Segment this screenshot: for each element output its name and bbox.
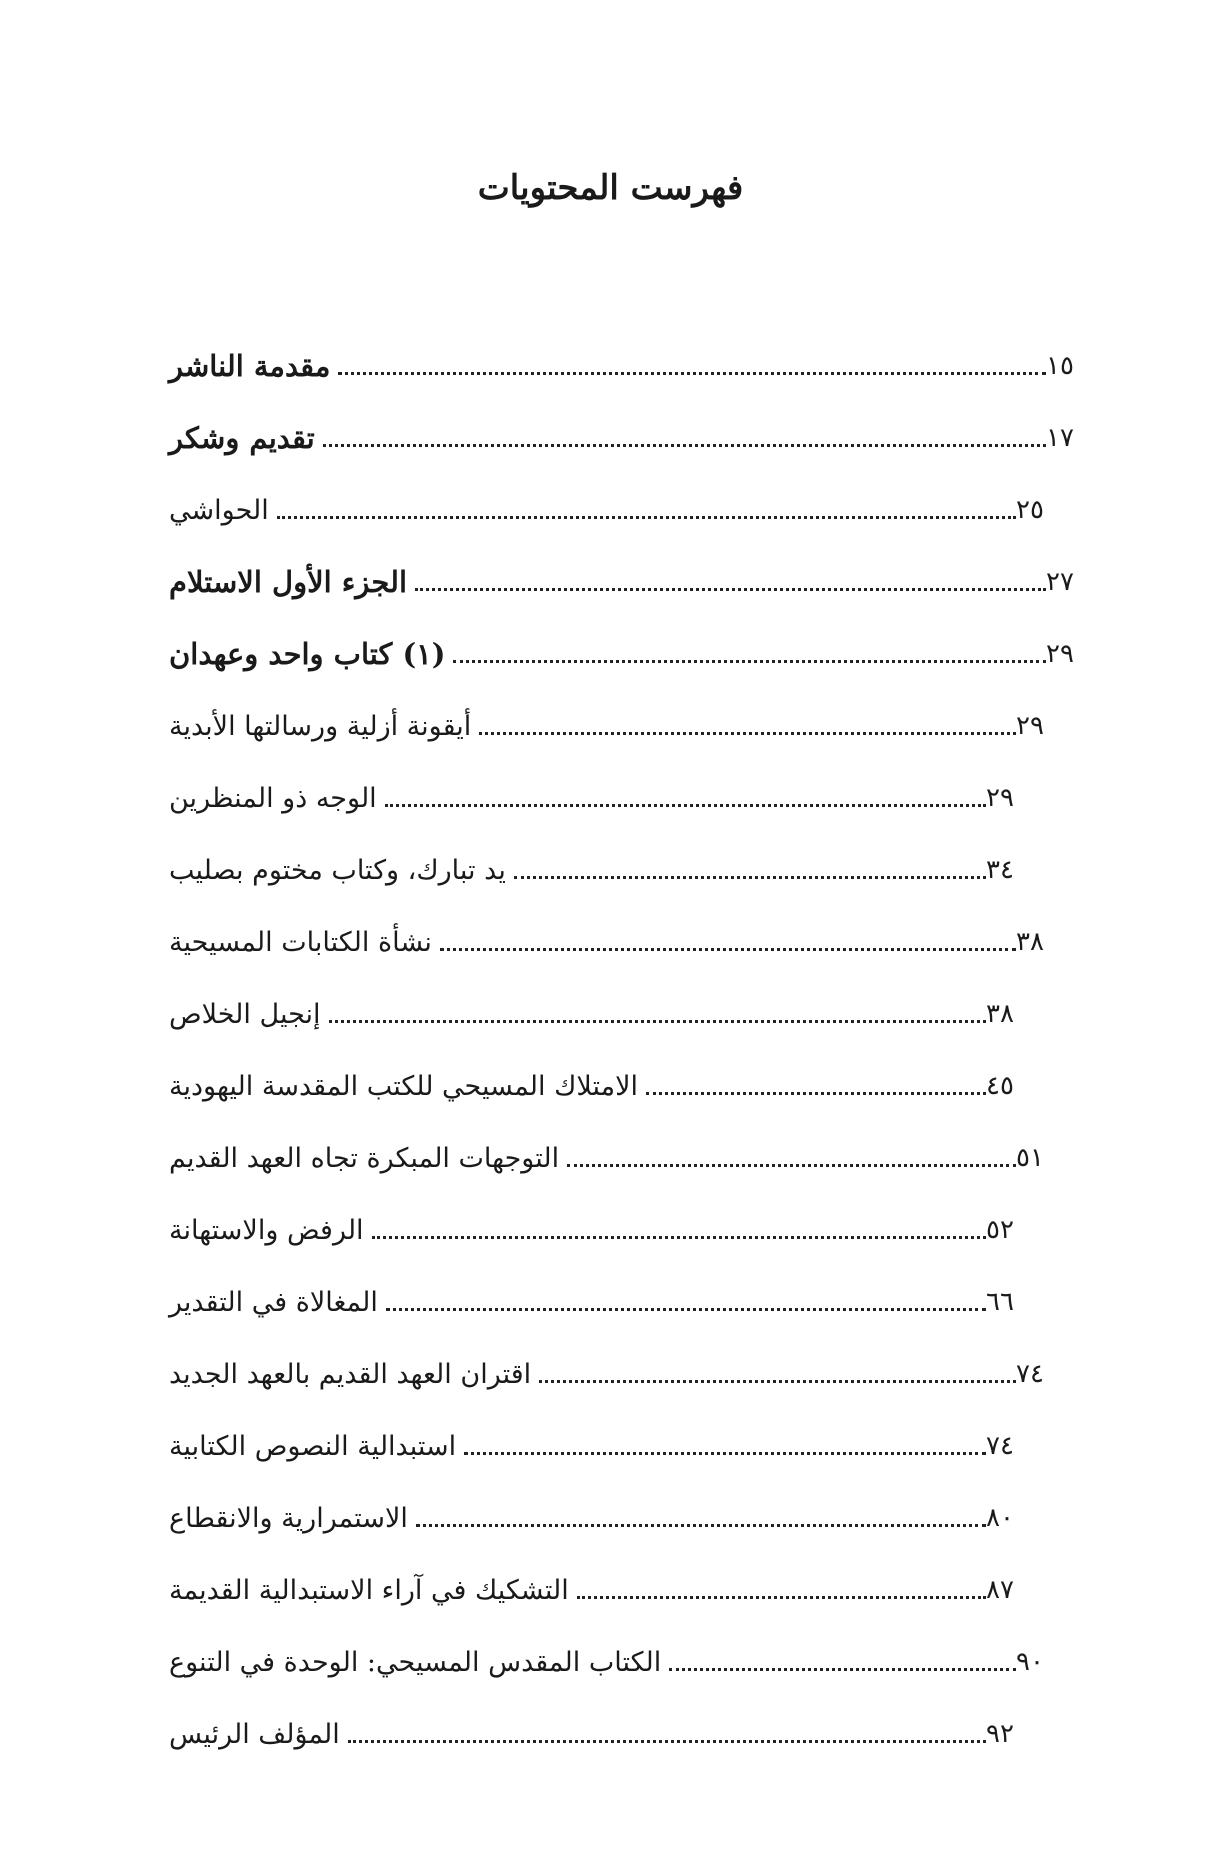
toc-page-number: ٢٥: [1016, 495, 1044, 525]
toc-page-number: ٩٠: [1016, 1647, 1044, 1677]
toc-page-number: ١٥: [1046, 351, 1074, 381]
toc-entry: [155, 1554, 1080, 1626]
dot-leader: [453, 660, 1046, 663]
dot-leader: [277, 516, 1016, 519]
dot-leader: [646, 1092, 986, 1095]
page-title: فهرست المحتويات: [477, 168, 744, 208]
toc-entry: [155, 1482, 1080, 1554]
toc-entry-title: الامتلاك المسيحي للكتب المقدسة اليهودية: [169, 1070, 638, 1102]
toc-entry: [155, 762, 1080, 834]
toc-page-number: ٥١: [1016, 1143, 1044, 1173]
toc-page-number: ٦٦: [986, 1287, 1014, 1317]
dot-leader: [514, 876, 986, 879]
toc-page-number: ٣٨: [986, 999, 1014, 1029]
toc-page-number: ٢٧: [1046, 567, 1074, 597]
toc-page-number: ٢٩: [1016, 711, 1044, 741]
toc-entry-title: الوجه ذو المنظرين: [169, 782, 377, 814]
toc-page-number: ٤٥: [986, 1071, 1014, 1101]
toc-entry: [155, 402, 1080, 474]
toc-entry: [155, 546, 1080, 618]
toc-page-number: ٩٢: [986, 1719, 1014, 1749]
toc-entry: [155, 1050, 1080, 1122]
toc-entry-title: المغالاة في التقدير: [169, 1286, 378, 1318]
toc-entry-title: استبدالية النصوص الكتابية: [169, 1430, 457, 1462]
toc-page-number: ٢٩: [1046, 639, 1074, 669]
toc-entry-title: إنجيل الخلاص: [169, 998, 321, 1030]
dot-leader: [479, 732, 1016, 735]
toc-entry-title: أيقونة أزلية ورسالتها الأبدية: [169, 710, 472, 742]
toc-entry-title: المؤلف الرئيس: [169, 1718, 340, 1750]
toc-entry-title: الجزء الأول الاستلام: [169, 565, 408, 599]
toc-entry-title: التشكيك في آراء الاستبدالية القديمة: [169, 1574, 569, 1606]
toc-entry: [155, 330, 1080, 402]
dot-leader: [539, 1380, 1016, 1383]
dot-leader: [567, 1164, 1016, 1167]
dot-leader: [416, 1524, 986, 1527]
toc-entry-title: التوجهات المبكرة تجاه العهد القديم: [169, 1142, 560, 1174]
dot-leader: [386, 1308, 986, 1311]
toc-entry-title: الحواشي: [169, 494, 269, 526]
dot-leader: [440, 948, 1016, 951]
toc-entry: [155, 1410, 1080, 1482]
toc-entry-title: الرفض والاستهانة: [169, 1214, 364, 1246]
toc-entry: [155, 1626, 1080, 1698]
dot-leader: [372, 1236, 986, 1239]
toc-page-number: ٧٤: [986, 1431, 1014, 1461]
toc-entry-title: تقديم وشكر: [169, 421, 315, 455]
toc-page-number: ٣٨: [1016, 927, 1044, 957]
toc-entry: [155, 1338, 1080, 1410]
toc-entry-title: الكتاب المقدس المسيحي: الوحدة في التنوع: [169, 1646, 662, 1678]
table-of-contents: [155, 330, 1080, 1770]
toc-entry-title: يد تبارك، وكتاب مختوم بصليب: [169, 854, 506, 886]
toc-entry: [155, 474, 1080, 546]
toc-entry: [155, 690, 1080, 762]
dot-leader: [577, 1596, 986, 1599]
dot-leader: [464, 1452, 986, 1455]
toc-page-number: ٨٠: [986, 1503, 1014, 1533]
toc-entry: [155, 978, 1080, 1050]
toc-page-number: ١٧: [1046, 423, 1074, 453]
toc-entry: [155, 906, 1080, 978]
toc-page-number: ٥٢: [986, 1215, 1014, 1245]
dot-leader: [669, 1668, 1016, 1671]
dot-leader: [323, 444, 1046, 447]
toc-entry: [155, 1698, 1080, 1770]
toc-entry: [155, 1122, 1080, 1194]
toc-entry-title: (١) كتاب واحد وعهدان: [169, 637, 446, 671]
dot-leader: [348, 1740, 986, 1743]
toc-page-number: ٨٧: [986, 1575, 1014, 1605]
dot-leader: [385, 804, 986, 807]
dot-leader: [329, 1020, 986, 1023]
dot-leader: [415, 588, 1046, 591]
toc-entry: [155, 1194, 1080, 1266]
toc-page-number: ٧٤: [1016, 1359, 1044, 1389]
toc-page-number: ٢٩: [986, 783, 1014, 813]
toc-entry-title: مقدمة الناشر: [169, 349, 331, 383]
toc-entry: [155, 834, 1080, 906]
toc-entry-title: اقتران العهد القديم بالعهد الجديد: [169, 1358, 532, 1390]
toc-entry-title: نشأة الكتابات المسيحية: [169, 926, 432, 958]
dot-leader: [338, 372, 1046, 375]
toc-entry: [155, 618, 1080, 690]
toc-entry-title: الاستمرارية والانقطاع: [169, 1502, 408, 1534]
toc-page-number: ٣٤: [986, 855, 1014, 885]
toc-entry: [155, 1266, 1080, 1338]
